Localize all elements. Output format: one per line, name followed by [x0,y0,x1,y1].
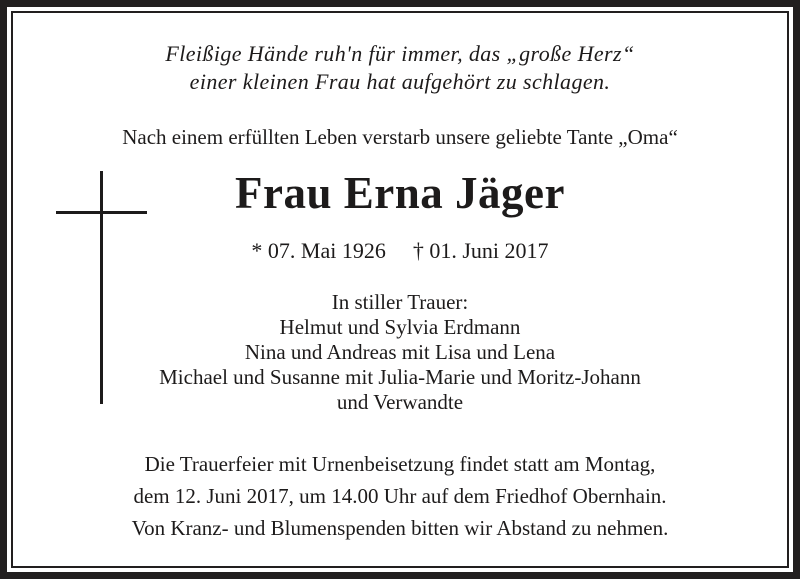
epitaph-line-2: einer kleinen Frau hat aufgehört zu schlagen. [189,69,611,94]
decorative-frame [11,11,789,568]
mourner-line: Michael und Susanne mit Julia-Marie und Moritz-Johann [159,365,641,389]
mourner-line: Nina und Andreas mit Lisa und Lena [244,340,556,364]
mourning-heading: In stiller Trauer: [331,290,469,314]
ceremony-line: Die Trauerfeier mit Urnenbeisetzung findet statt am Montag, [144,452,656,476]
birth-date: * 07. Mai 1926 [251,238,386,263]
epitaph [13,40,787,96]
deceased-name: Frau Erna Jäger [235,168,565,218]
ceremony-info [13,448,787,544]
ceremony-line: Von Kranz- und Blumenspenden bitten wir Abstand zu nehmen. [131,516,669,540]
intro-text: Nach einem erfüllten Leben verstarb unsere geliebte Tante „Oma“ [122,125,678,149]
death-date: † 01. Juni 2017 [412,238,549,263]
ceremony-line: dem 12. Juni 2017, um 14.00 Uhr auf dem Friedhof Obernhain. [133,484,667,508]
mourner-line: Helmut und Sylvia Erdmann [279,315,521,339]
mourner-line: und Verwandte [336,390,464,414]
epitaph-line-1: Fleißige Hände ruh'n für immer, das „große Herz“ [165,41,635,66]
life-dates [13,237,787,265]
mourners-list [13,290,787,415]
